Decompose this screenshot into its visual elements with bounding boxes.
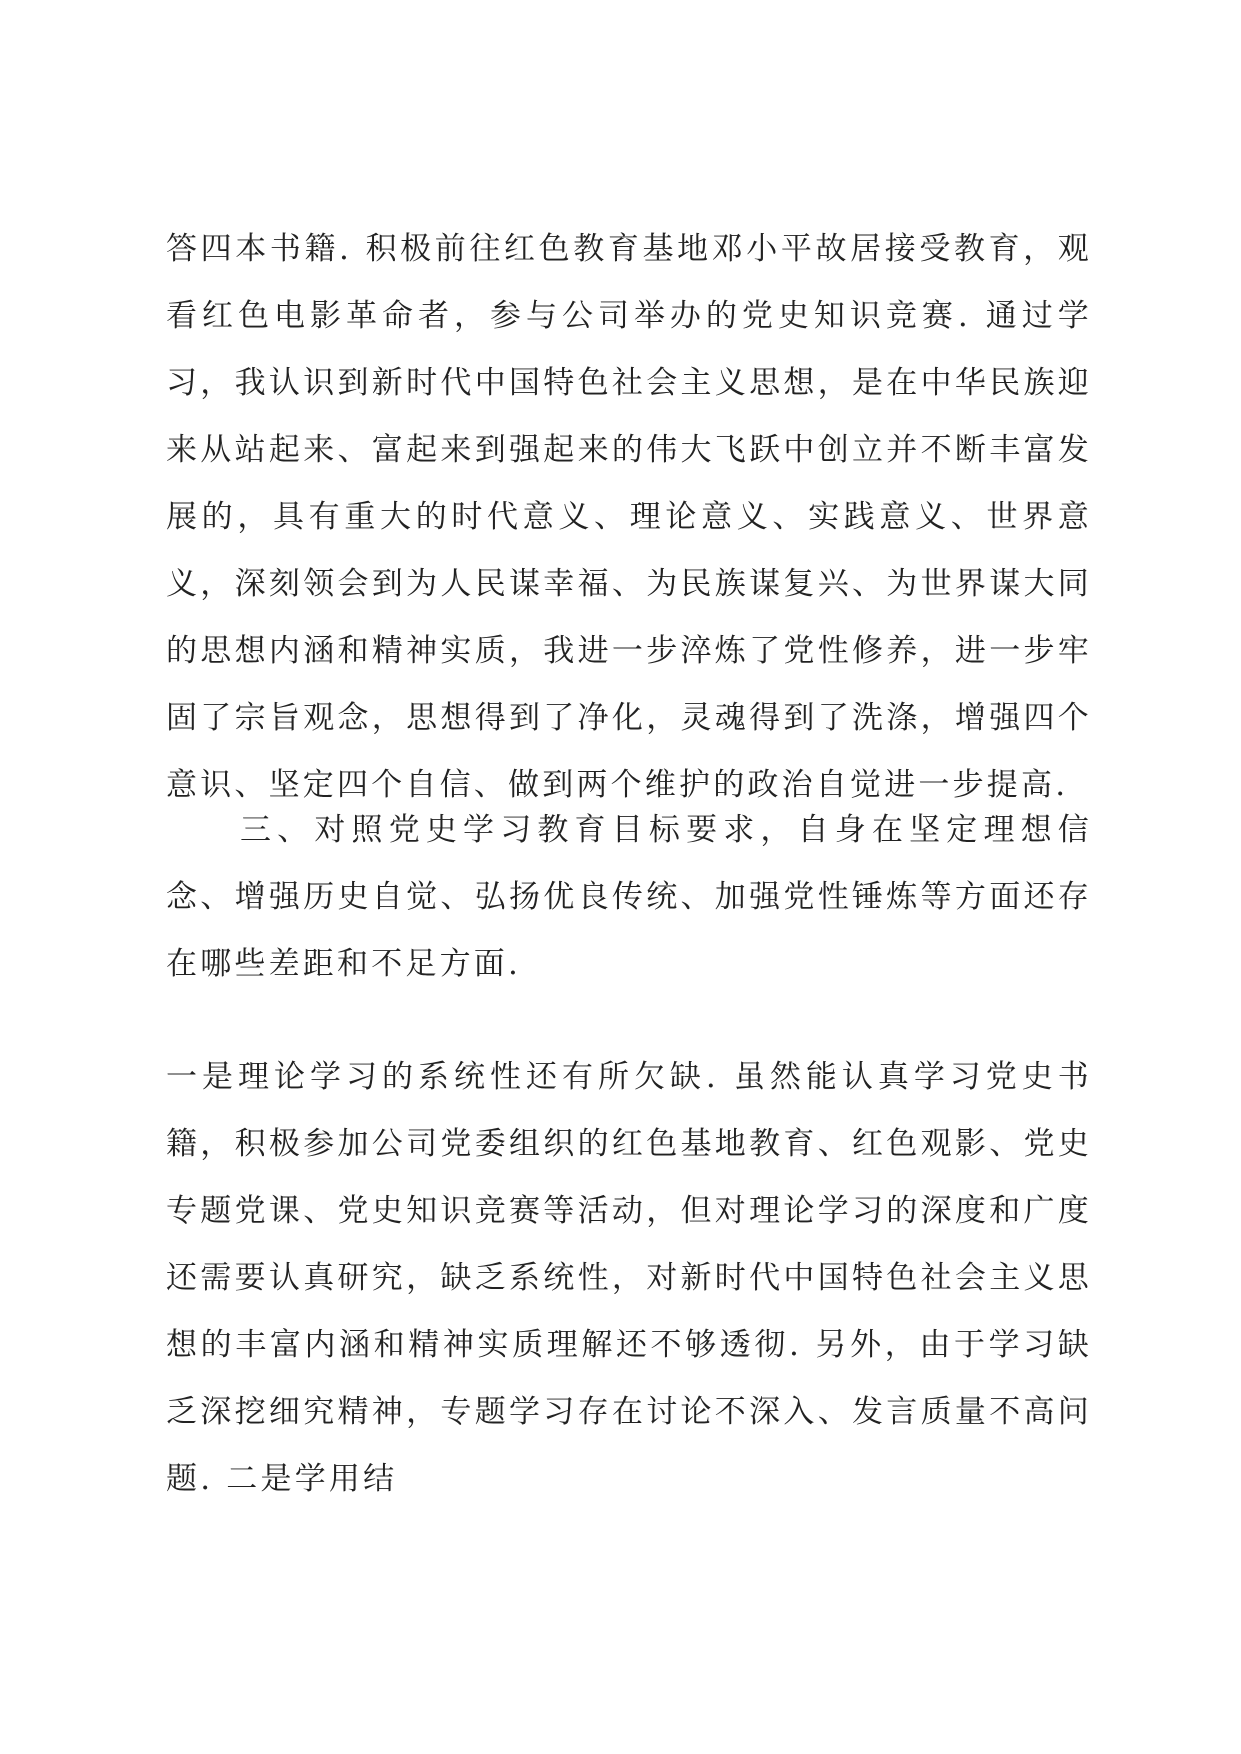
section-heading-three: 三、对照党史学习教育目标要求，自身在坚定理想信念、增强历史自觉、弘扬优良传统、加强党性锤炼等方面还存在哪些差距和不足方面.: [166, 812, 1092, 982]
body-paragraph-study-reflection: 答四本书籍. 积极前往红色教育基地邓小平故居接受教育，观看红色电影革命者，参与公司举办的党史知识竞赛. 通过学习，我认识到新时代中国特色社会主义思想，是在中华民族迎来从站起来、富起来到强起来的伟大飞跃中创立并不断丰富发展的，具有重大的时代意义、理论意义、实践意义、世界意义，深刻领会到为人民谋幸福、为民族谋复兴、为世界谋大同的思想内涵和精神实质，我进一步淬炼了党性修养，进一步牢固了宗旨观念，思想得到了净化，灵魂得到了洗涤，增强四个意识、坚定四个自信、做到两个维护的政治自觉进一步提高.: [166, 231, 1092, 803]
body-paragraph-shortcomings: 一是理论学习的系统性还有所欠缺. 虽然能认真学习党史书籍，积极参加公司党委组织的红色基地教育、红色观影、党史专题党课、党史知识竞赛等活动，但对理论学习的深度和广度还需要认真研究，缺乏系统性，对新时代中国特色社会主义思想的丰富内涵和精神实质理解还不够透彻. 另外，由于学习缺乏深挖细究精神，专题学习存在讨论不深入、发言质量不高问题. 二是学用结: [166, 1059, 1092, 1497]
